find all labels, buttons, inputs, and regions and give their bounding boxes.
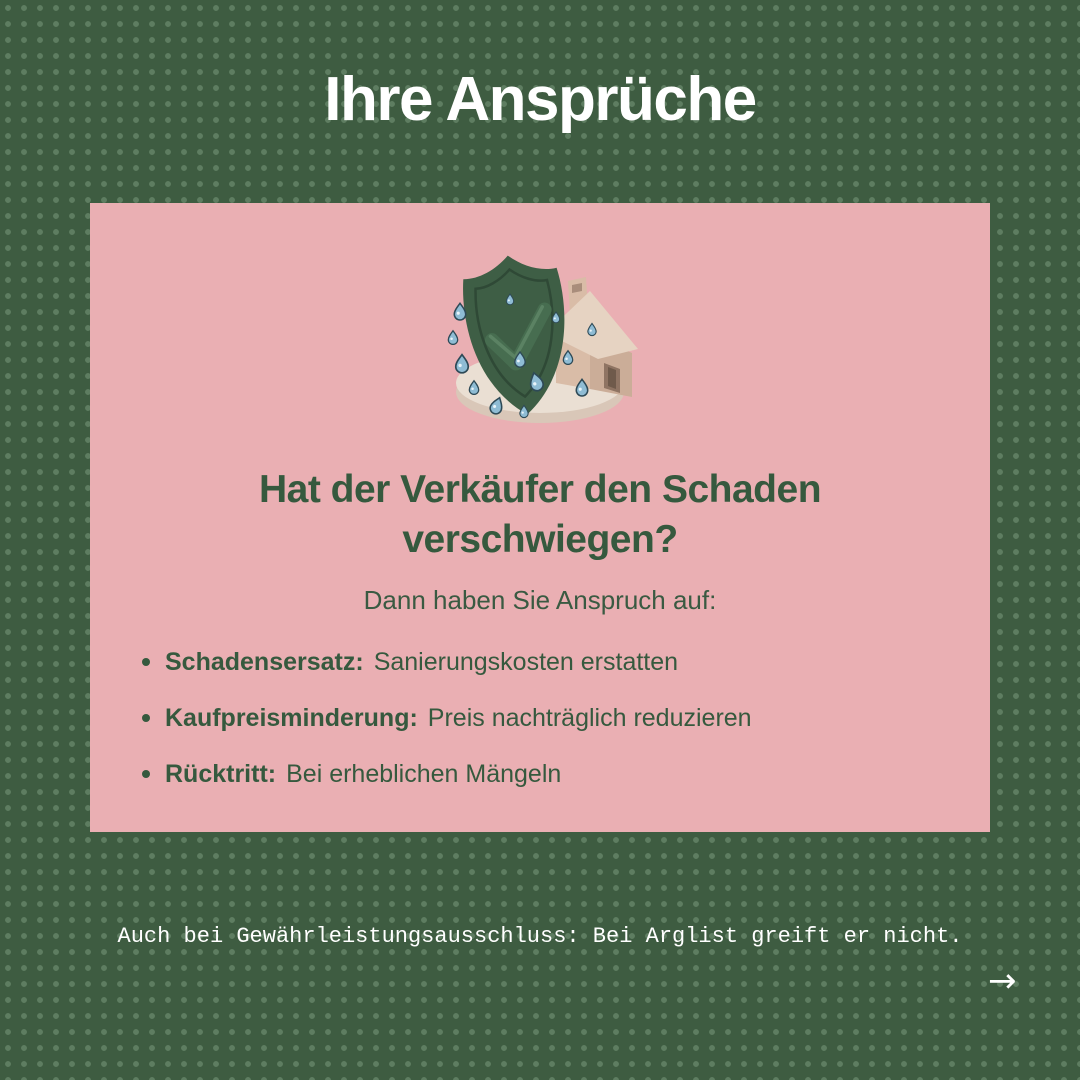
bullet-icon — [142, 714, 150, 722]
shield-house-3d-illustration — [440, 239, 640, 439]
bullet-icon — [142, 658, 150, 666]
claim-label: Rücktritt: — [165, 759, 277, 788]
claim-description: Preis nachträglich reduzieren — [427, 703, 752, 732]
claims-list — [142, 648, 752, 789]
page-title: Ihre Ansprüche — [324, 65, 756, 134]
card-heading: Hat der Verkäufer den Schaden verschwiegen? — [258, 468, 822, 561]
claim-label: Schadensersatz: — [165, 647, 364, 676]
arrow-right-icon[interactable]: → — [988, 961, 1017, 1001]
bullet-icon — [142, 770, 150, 778]
list-item — [142, 648, 752, 677]
content-card — [90, 203, 990, 832]
list-item — [142, 704, 752, 733]
card-subheading: Dann haben Sie Anspruch auf: — [363, 584, 717, 615]
claim-label: Kaufpreisminderung: — [165, 703, 418, 732]
claim-description: Bei erheblichen Mängeln — [286, 759, 562, 788]
list-item — [142, 760, 752, 789]
claim-description: Sanierungskosten erstatten — [373, 647, 679, 676]
footer-note: Auch bei Gewährleistungsausschluss: Bei Arglist greift er nicht. — [117, 924, 963, 949]
